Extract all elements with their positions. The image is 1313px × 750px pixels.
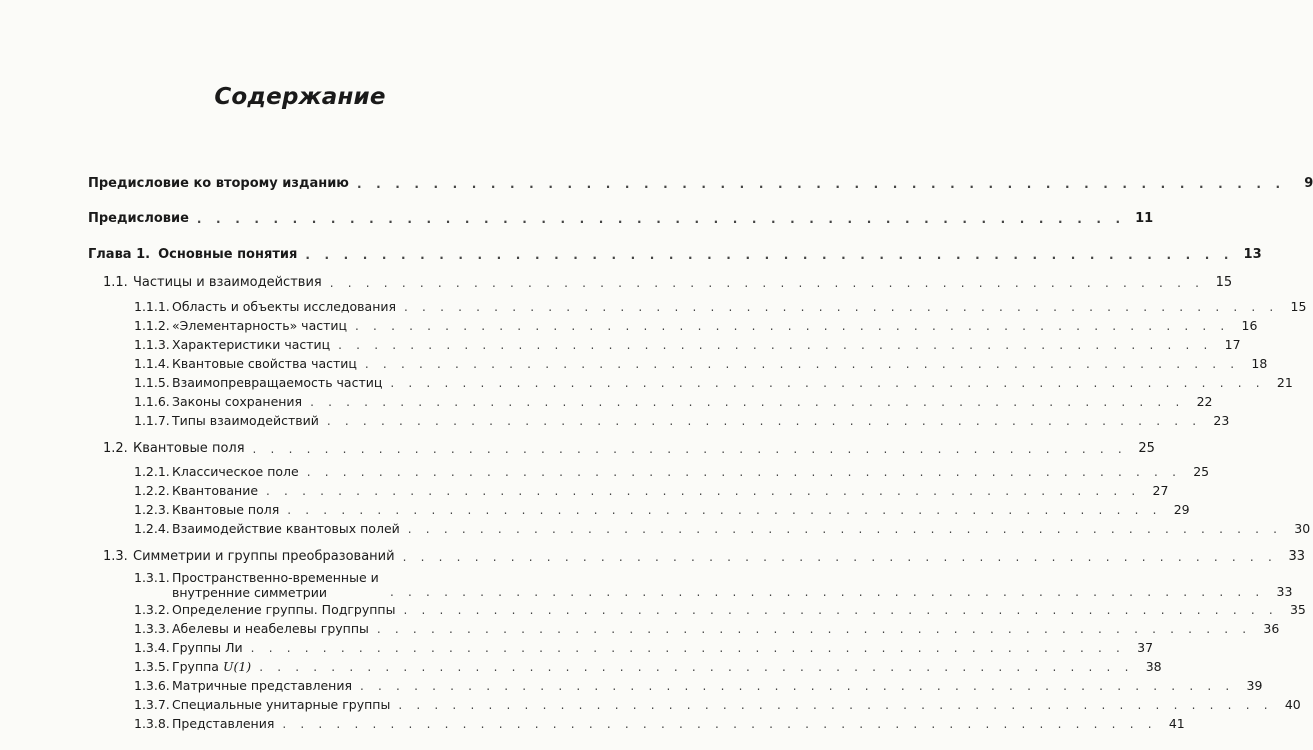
entry-number: 1.1.4.: [134, 356, 170, 371]
entry-label: Определение группы. Подгруппы: [172, 602, 396, 617]
entry-page: 13: [1243, 247, 1262, 262]
entry-number: 1.3.4.: [134, 640, 170, 655]
entry-label: Предисловие: [88, 211, 189, 226]
entry-number: Глава 1.: [88, 247, 151, 262]
entry-page: 16: [1241, 318, 1258, 333]
dot-leader: . . . . . . . . . . . . . . . . . . . . . . . . . . . . . . . . . . . . . . . . . . . . . . . . .: [360, 679, 1235, 693]
entry-label: Матричные представления: [172, 678, 352, 693]
dot-leader: . . . . . . . . . . . . . . . . . . . . . . . . . . . . . . . . . . . . . . . . . . . . . . . . .: [310, 395, 1185, 409]
entry-page: 22: [1196, 394, 1213, 409]
entry-label: Область и объекты исследования: [172, 299, 397, 314]
entry-label: Симметрии и группы преобразований: [133, 549, 395, 564]
toc-entry-1-2-3[interactable]: [134, 502, 1190, 518]
entry-number: 1.3.7.: [134, 697, 170, 712]
dot-leader: . . . . . . . . . . . . . . . . . . . . . . . . . . . . . . . . . . . . . . . . . . . . . . . . .: [329, 276, 1205, 290]
entry-page: 15: [1290, 299, 1307, 314]
entry-number: 1.3.8.: [134, 716, 170, 731]
entry-label: [172, 659, 251, 675]
toc-entry-preface-second-edition[interactable]: [88, 176, 1313, 192]
entry-label: Основные понятия: [158, 247, 298, 262]
entry-page: 36: [1263, 621, 1280, 636]
dot-leader: . . . . . . . . . . . . . . . . . . . . . . . . . . . . . . . . . . . . . . . . . . . . . . . . .: [398, 698, 1273, 712]
entry-page: 29: [1173, 502, 1190, 517]
entry-number: 1.2.1.: [134, 464, 170, 479]
entry-number: 1.3.6.: [134, 678, 170, 693]
toc-entry-chapter-1[interactable]: [88, 247, 1262, 263]
dot-leader: . . . . . . . . . . . . . . . . . . . . . . . . . . . . . . . . . . . . . . . . . . . . . . . . .: [390, 585, 1265, 599]
entry-page: 38: [1145, 659, 1162, 674]
entry-page: 18: [1251, 356, 1268, 371]
dot-leader: . . . . . . . . . . . . . . . . . . . . . . . . . . . . . . . . . . . . . . . . . . . . . . . . .: [390, 376, 1265, 390]
entry-page: 33: [1276, 584, 1293, 599]
dot-leader: . . . . . . . . . . . . . . . . . . . . . . . . . . . . . . . . . . . . . . . . . . . . . . . . .: [266, 484, 1141, 498]
toc-entry-1-3-6[interactable]: [134, 678, 1263, 694]
dot-leader: . . . . . . . . . . . . . . . . . . . . . . . . . . . . . . . . . . . . . . . . . . . . . . . . .: [287, 503, 1162, 517]
entry-label: Взаимопревращаемость частиц: [172, 375, 383, 390]
entry-number: 1.3.: [103, 549, 128, 564]
entry-page: 9: [1304, 176, 1313, 191]
entry-page: 25: [1138, 441, 1155, 456]
toc-entry-1-1-4[interactable]: [134, 356, 1268, 372]
dot-leader: . . . . . . . . . . . . . . . . . . . . . . . . . . . . . . . . . . . . . . . . . . . . . . . . .: [306, 465, 1182, 479]
toc-entry-1-2-1[interactable]: [134, 464, 1210, 480]
toc-entry-1-1-1[interactable]: [134, 299, 1307, 315]
entry-page: 21: [1276, 375, 1293, 390]
entry-page: 35: [1289, 602, 1306, 617]
dot-leader: . . . . . . . . . . . . . . . . . . . . . . . . . . . . . . . . . . . . . . . . . . . . . . . . .: [355, 319, 1230, 333]
dot-leader: . . . . . . . . . . . . . . . . . . . . . . . . . . . . . . . . . . . . . . . . . . . . . . . . .: [404, 300, 1279, 314]
dot-leader: . . . . . . . . . . . . . . . . . . . . . . . . . . . . . . . . . . . . . . . . . . . . . . . . .: [326, 414, 1202, 428]
entry-label: Квантование: [172, 483, 259, 498]
entry-label: Пространственно-временные и внутренние симметрии: [172, 570, 379, 600]
entry-number: 1.1.3.: [134, 337, 170, 352]
dot-leader: . . . . . . . . . . . . . . . . . . . . . . . . . . . . . . . . . . . . . . . . . . . . . . . . .: [402, 550, 1277, 564]
dot-leader: . . . . . . . . . . . . . . . . . . . . . . . . . . . . . . . . . . . . . . . . . . . . . . . . .: [376, 622, 1252, 636]
entry-number: 1.1.5.: [134, 375, 170, 390]
entry-page: 15: [1215, 275, 1233, 290]
entry-page: 25: [1193, 464, 1210, 479]
dot-leader: . . . . . . . . . . . . . . . . . . . . . . . . . . . . . . . . . . . . . . . . . . . . . . . . .: [259, 660, 1134, 674]
entry-page: 27: [1152, 483, 1169, 498]
entry-label: Взаимодействие квантовых полей: [172, 521, 400, 536]
page-title: Содержание: [214, 84, 386, 110]
toc-entry-preface[interactable]: [88, 211, 1154, 227]
toc-entry-1-3-2[interactable]: [134, 602, 1306, 618]
entry-label: «Элементарность» частиц: [172, 318, 348, 333]
entry-number: 1.3.2.: [134, 602, 170, 617]
math-symbol: U(1): [222, 659, 252, 674]
entry-page: 39: [1246, 678, 1263, 693]
dot-leader: . . . . . . . . . . . . . . . . . . . . . . . . . . . . . . . . . . . . . . . . . . . . . . . . .: [338, 338, 1213, 352]
entry-label: Квантовые поля: [133, 441, 245, 456]
entry-number: 1.1.1.: [134, 299, 170, 314]
entry-number: 1.1.7.: [134, 413, 170, 428]
entry-number: 1.1.6.: [134, 394, 170, 409]
entry-label-text: Группа: [172, 659, 223, 674]
toc-entry-1-3-5[interactable]: [134, 659, 1162, 675]
dot-leader: . . . . . . . . . . . . . . . . . . . . . . . . . . . . . . . . . . . . . . . . . . . . . . . . .: [196, 212, 1126, 226]
dot-leader: . . . . . . . . . . . . . . . . . . . . . . . . . . . . . . . . . . . . . . . . . . . . . . . . .: [282, 717, 1157, 731]
toc-entry-1-1-5[interactable]: [134, 375, 1293, 391]
toc-entry-1-3-1[interactable]: [134, 570, 1293, 600]
entry-number: 1.2.: [103, 441, 128, 456]
entry-label: Абелевы и неабелевы группы: [172, 621, 369, 636]
entry-label: Характеристики частиц: [172, 337, 331, 352]
entry-number: 1.3.3.: [134, 621, 170, 636]
toc-entry-1-2-4[interactable]: [134, 521, 1311, 537]
dot-leader: . . . . . . . . . . . . . . . . . . . . . . . . . . . . . . . . . . . . . . . . . . . . . . . . .: [305, 248, 1234, 262]
dot-leader: . . . . . . . . . . . . . . . . . . . . . . . . . . . . . . . . . . . . . . . . . . . . . . . . .: [356, 177, 1286, 191]
dot-leader: . . . . . . . . . . . . . . . . . . . . . . . . . . . . . . . . . . . . . . . . . . . . . . . . .: [252, 442, 1127, 456]
entry-number: 1.1.: [103, 275, 128, 290]
toc-entry-1-1-2[interactable]: [134, 318, 1258, 334]
toc-entry-1-3-3[interactable]: [134, 621, 1280, 637]
toc-entry-1-3-7[interactable]: [134, 697, 1301, 713]
toc-entry-1-2-2[interactable]: [134, 483, 1169, 499]
entry-label: Предисловие ко второму изданию: [88, 176, 349, 191]
toc-entry-1-3[interactable]: [103, 549, 1305, 565]
dot-leader: . . . . . . . . . . . . . . . . . . . . . . . . . . . . . . . . . . . . . . . . . . . . . . . . .: [250, 641, 1126, 655]
dot-leader: . . . . . . . . . . . . . . . . . . . . . . . . . . . . . . . . . . . . . . . . . . . . . . . . .: [407, 522, 1283, 536]
entry-label: Частицы и взаимодействия: [133, 275, 322, 290]
entry-number: 1.2.2.: [134, 483, 170, 498]
entry-number: 1.3.1.: [134, 570, 170, 585]
entry-label: Законы сохранения: [172, 394, 303, 409]
dot-leader: . . . . . . . . . . . . . . . . . . . . . . . . . . . . . . . . . . . . . . . . . . . . . . . . .: [364, 357, 1240, 371]
entry-page: 40: [1284, 697, 1301, 712]
entry-label: Квантовые поля: [172, 502, 280, 517]
entry-label: Типы взаимодействий: [172, 413, 319, 428]
entry-page: 37: [1137, 640, 1154, 655]
entry-label: Представления: [172, 716, 275, 731]
entry-label: Квантовые свойства частиц: [172, 356, 357, 371]
toc-entry-1-3-8[interactable]: [134, 716, 1185, 732]
entry-page: 30: [1294, 521, 1311, 536]
dot-leader: . . . . . . . . . . . . . . . . . . . . . . . . . . . . . . . . . . . . . . . . . . . . . . . . .: [403, 603, 1278, 617]
entry-label: Классическое поле: [172, 464, 299, 479]
toc-entry-1-1[interactable]: [103, 275, 1233, 291]
toc-entry-1-2[interactable]: [103, 441, 1155, 457]
entry-page: 23: [1213, 413, 1230, 428]
entry-page: 11: [1135, 211, 1154, 226]
entry-number: 1.2.3.: [134, 502, 170, 517]
entry-number: 1.3.5.: [134, 659, 170, 674]
entry-page: 33: [1288, 549, 1305, 564]
entry-number: 1.1.2.: [134, 318, 170, 333]
entry-label: Группы Ли: [172, 640, 243, 655]
toc-entry-1-1-6[interactable]: [134, 394, 1213, 410]
toc-entry-1-3-4[interactable]: [134, 640, 1154, 656]
entry-number: 1.2.4.: [134, 521, 170, 536]
toc-entry-1-1-3[interactable]: [134, 337, 1241, 353]
toc-entry-1-1-7[interactable]: [134, 413, 1230, 429]
entry-page: 17: [1224, 337, 1241, 352]
entry-page: 41: [1168, 716, 1185, 731]
entry-label: Специальные унитарные группы: [172, 697, 391, 712]
